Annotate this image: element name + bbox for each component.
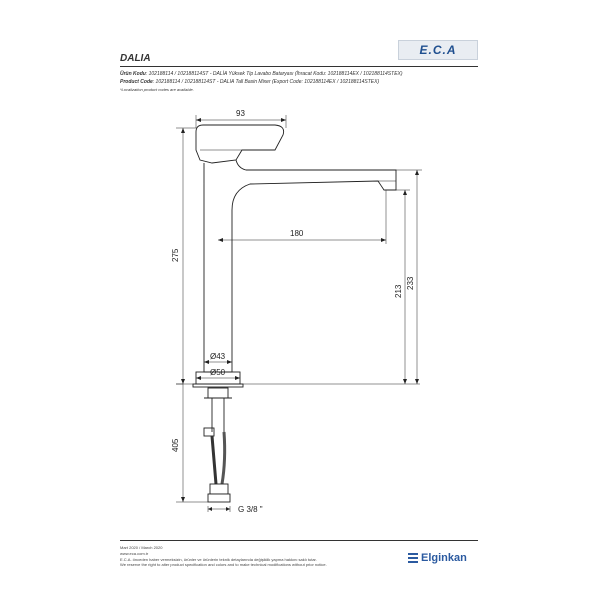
footer-notice-tr: E.C.A. önceden haber vermeksizin, ürünler ve ürünlerin teknik detaylarında değişiklik yapma hakkını saklı tutar. (120, 557, 317, 562)
dim-405: 405 (171, 438, 180, 452)
spec-en-label: Product Code (120, 79, 153, 85)
dim-dia43: Ø43 (210, 352, 226, 361)
dim-93: 93 (236, 109, 245, 118)
dim-180: 180 (290, 229, 304, 238)
footer-notice-en: We reserve the right to alter product specification and colors and to make technical modifications without prior notice. (120, 562, 327, 567)
faucet-body (204, 160, 396, 372)
handle-outline (196, 125, 284, 163)
dim-213: 213 (394, 284, 403, 298)
spec-tr-text: : 102188114 / 102188114ST - DALİA Yüksek Tip Lavabo Bataryası (İhracat Kodu: 102188114EX / 102188114STEX) (145, 71, 403, 77)
dim-275: 275 (171, 248, 180, 262)
product-title: DALIA (120, 53, 151, 64)
footer-site: www.eca.com.tr (120, 551, 149, 556)
footer-divider (120, 540, 478, 541)
footer-date: Mart 2020 / March 2020 (120, 545, 163, 550)
elginkan-logo-icon (408, 553, 418, 563)
supply-hose (212, 436, 216, 484)
eca-logo-text: E.C.A (419, 43, 457, 57)
mounting-shank (208, 388, 228, 398)
elginkan-brand-text: Elginkan (421, 552, 467, 564)
spec-tr-label: Ürün Kodu (120, 71, 146, 77)
spec-en-text: : 102188114 / 102188114ST - DALIA Tall Basin Mixer (Export Code: 102188114EX / 102188114STEX) (152, 79, 380, 85)
elginkan-brand (408, 552, 467, 564)
dim-dia50: Ø50 (210, 368, 226, 377)
dim-233: 233 (406, 276, 415, 290)
spec-note: *Localization product codes are available. (120, 87, 194, 92)
dim-thread: G 3/8 " (238, 505, 263, 514)
